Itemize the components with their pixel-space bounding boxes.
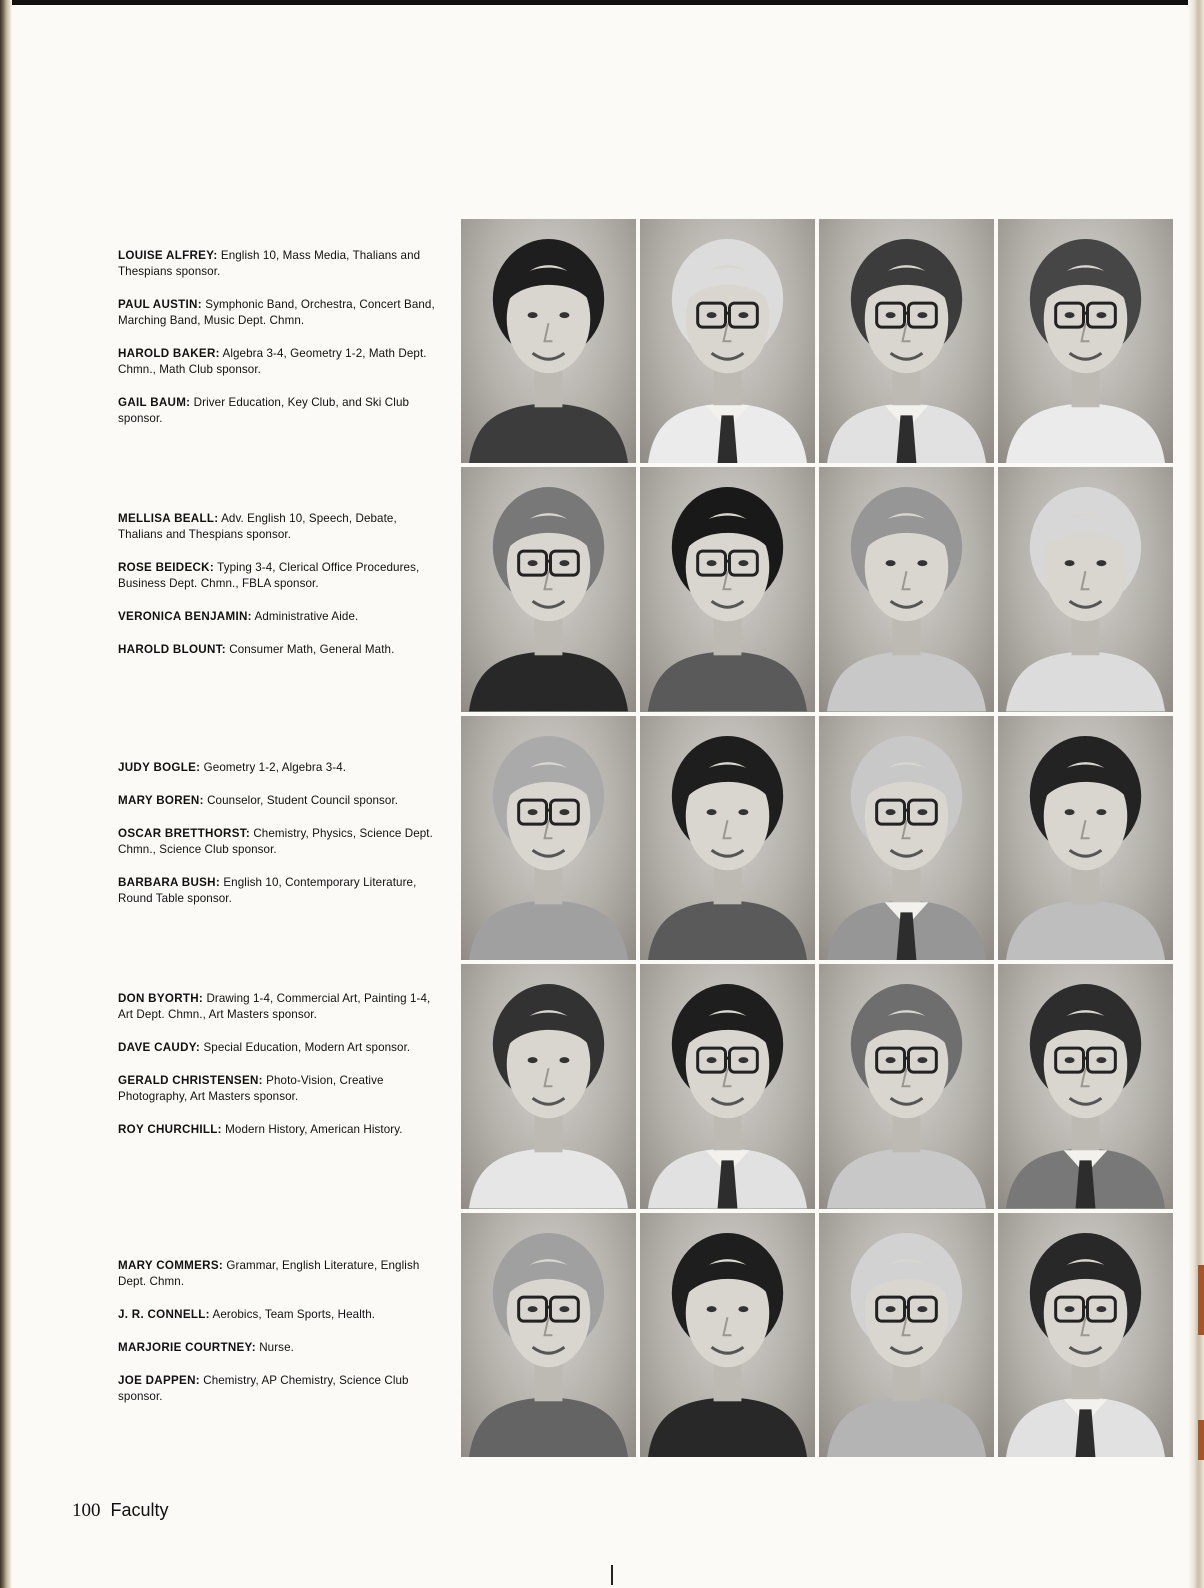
teacher-name: OSCAR BRETTHORST: [118, 827, 250, 840]
teacher-duties: Consumer Math, General Math. [229, 643, 395, 656]
bio-entry [118, 826, 441, 858]
bio-entry [118, 609, 441, 625]
page-footer [72, 1500, 169, 1522]
teacher-duties: Drawing 1-4, Commercial Art, Painting 1-4, Art Dept. Chmn., Art Masters sponsor. [118, 992, 431, 1021]
bio-entry [118, 1307, 441, 1323]
bio-entry [118, 1340, 441, 1356]
teacher-name: VERONICA BENJAMIN: [118, 610, 252, 623]
faculty-portrait [819, 716, 994, 960]
faculty-portrait [819, 219, 994, 463]
teacher-name: JUDY BOGLE: [118, 761, 201, 774]
teacher-duties: Aerobics, Team Sports, Health. [212, 1308, 376, 1321]
teacher-duties: Algebra 3-4, Geometry 1-2, Math Dept. Chmn., Math Club sponsor. [118, 347, 427, 376]
teacher-name: PAUL AUSTIN: [118, 298, 202, 311]
bio-entry [118, 1122, 441, 1138]
bio-group-row-1 [118, 248, 441, 444]
bio-group-row-4 [118, 991, 441, 1155]
teacher-duties: Driver Education, Key Club, and Ski Club sponsor. [118, 396, 410, 425]
teacher-name: MARY COMMERS: [118, 1259, 224, 1272]
faculty-portrait [998, 467, 1173, 711]
bio-entry [118, 1073, 441, 1105]
teacher-duties: Geometry 1-2, Algebra 3-4. [203, 761, 347, 774]
faculty-portrait [998, 1213, 1173, 1457]
teacher-name: BARBARA BUSH: [118, 876, 221, 889]
faculty-portrait [819, 1213, 994, 1457]
teacher-duties: Grammar, English Literature, English Dept. Chmn. [118, 1259, 420, 1288]
book-binding-shadow [0, 0, 12, 1588]
page-edge-right [1188, 0, 1204, 1588]
teacher-duties: Administrative Aide. [254, 610, 359, 623]
teacher-duties: Typing 3-4, Clerical Office Procedures, Business Dept. Chmn., FBLA sponsor. [118, 561, 420, 590]
faculty-portrait [461, 716, 636, 960]
teacher-name: ROSE BEIDECK: [118, 561, 215, 574]
bio-entry [118, 511, 441, 543]
teacher-name: MELLISA BEALL: [118, 512, 219, 525]
faculty-portrait [819, 467, 994, 711]
teacher-name: ROY CHURCHILL: [118, 1123, 222, 1136]
teacher-duties: Special Education, Modern Art sponsor. [203, 1041, 411, 1054]
teacher-name: JOE DAPPEN: [118, 1374, 200, 1387]
faculty-portrait [461, 467, 636, 711]
teacher-duties: Modern History, American History. [225, 1123, 403, 1136]
bio-entry [118, 297, 441, 329]
faculty-portrait [640, 467, 815, 711]
teacher-duties: Adv. English 10, Speech, Debate, Thalians and Thespians sponsor. [118, 512, 397, 541]
teacher-duties: Photo-Vision, Creative Photography, Art Masters sponsor. [118, 1074, 384, 1103]
teacher-name: GAIL BAUM: [118, 396, 191, 409]
faculty-portrait [640, 716, 815, 960]
teacher-duties: Counselor, Student Council sponsor. [207, 794, 399, 807]
teacher-name: DON BYORTH: [118, 992, 204, 1005]
bio-entry [118, 395, 441, 427]
faculty-portrait [640, 219, 815, 463]
bio-entry [118, 1373, 441, 1405]
faculty-portrait [819, 964, 994, 1208]
bio-entry [118, 793, 441, 809]
faculty-portrait [640, 964, 815, 1208]
teacher-name: DAVE CAUDY: [118, 1041, 201, 1054]
faculty-portrait [998, 716, 1173, 960]
bio-entry [118, 760, 441, 776]
teacher-name: LOUISE ALFREY: [118, 249, 218, 262]
faculty-portrait [998, 219, 1173, 463]
faculty-portrait [461, 1213, 636, 1457]
crop-mark [611, 1565, 613, 1585]
teacher-duties: Chemistry, Physics, Science Dept. Chmn., Science Club sponsor. [118, 827, 433, 856]
faculty-portrait [640, 1213, 815, 1457]
teacher-duties: Symphonic Band, Orchestra, Concert Band, Marching Band, Music Dept. Chmn. [118, 298, 435, 327]
bio-entry [118, 248, 441, 280]
teacher-duties: Chemistry, AP Chemistry, Science Club sponsor. [118, 1374, 409, 1403]
faculty-portrait [461, 219, 636, 463]
bio-entry [118, 1040, 441, 1056]
bio-group-row-2 [118, 511, 441, 675]
teacher-duties: Nurse. [259, 1341, 294, 1354]
teacher-duties: English 10, Mass Media, Thalians and Thespians sponsor. [118, 249, 421, 278]
bio-group-row-3 [118, 760, 441, 924]
bio-entry [118, 1258, 441, 1290]
teacher-duties: English 10, Contemporary Literature, Round Table sponsor. [118, 876, 417, 905]
bio-group-row-5 [118, 1258, 441, 1422]
bio-entry [118, 875, 441, 907]
teacher-name: MARJORIE COURTNEY: [118, 1341, 256, 1354]
teacher-name: HAROLD BLOUNT: [118, 643, 226, 656]
teacher-name: J. R. CONNELL: [118, 1308, 210, 1321]
portrait-grid [461, 219, 1173, 1457]
page-edge-stain [1198, 1265, 1204, 1335]
section-label: Faculty [110, 1500, 169, 1520]
page-top-rule [0, 0, 1204, 5]
bio-entry [118, 560, 441, 592]
bio-entry [118, 642, 441, 658]
faculty-portrait [461, 964, 636, 1208]
page-number: 100 [72, 1500, 101, 1521]
bio-entry [118, 346, 441, 378]
teacher-name: HAROLD BAKER: [118, 347, 220, 360]
bio-entry [118, 991, 441, 1023]
page-edge-stain [1198, 1420, 1204, 1460]
teacher-name: MARY BOREN: [118, 794, 204, 807]
faculty-portrait [998, 964, 1173, 1208]
teacher-name: GERALD CHRISTENSEN: [118, 1074, 263, 1087]
